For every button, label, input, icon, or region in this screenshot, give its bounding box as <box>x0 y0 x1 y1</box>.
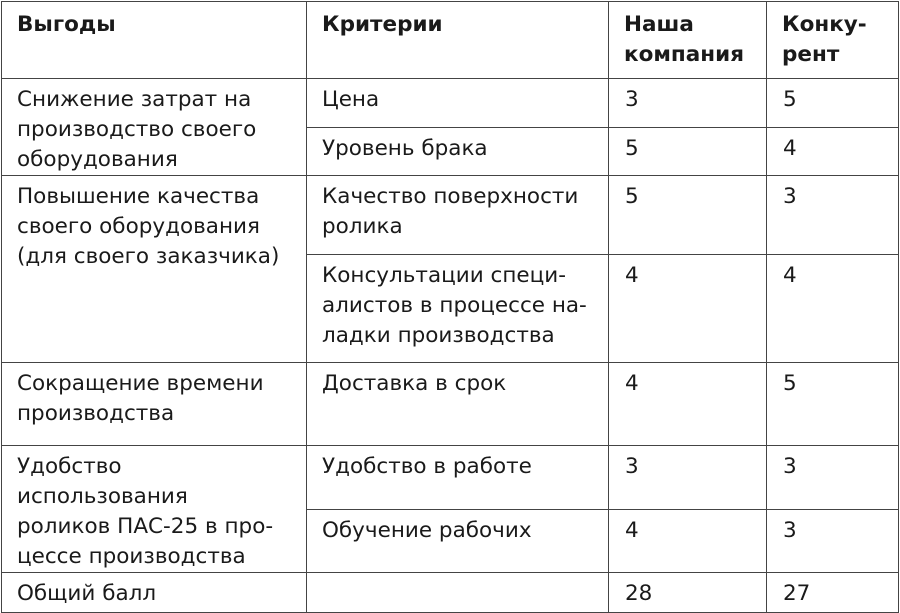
competitor-score-cell: 3 <box>767 509 899 573</box>
benefit-line: цессе производства <box>17 544 246 569</box>
header-benefits: Выгоды <box>2 2 307 79</box>
header-competitor-line1: Конку- <box>782 12 867 37</box>
benefit-line: производство своего <box>17 117 257 142</box>
benefit-cell <box>2 79 307 176</box>
table-row <box>2 446 899 510</box>
criterion-cell <box>307 509 609 573</box>
our-score-cell: 5 <box>609 176 767 255</box>
total-row <box>2 573 899 613</box>
criterion-line: Цена <box>322 87 380 112</box>
header-our-company-line1: Наша <box>624 12 694 37</box>
criterion-line: алистов в процессе на- <box>322 293 587 318</box>
benefit-line: (для своего заказчика) <box>17 244 280 269</box>
benefit-cell <box>2 446 307 573</box>
total-criteria-cell <box>307 573 609 613</box>
comparison-table <box>1 1 899 613</box>
header-our-company-line2: компания <box>624 42 745 67</box>
total-competitor-score: 27 <box>767 573 899 613</box>
benefit-line: Снижение затрат на <box>17 87 252 112</box>
criterion-line: Доставка в срок <box>322 371 507 396</box>
header-competitor-line2: рент <box>782 42 840 67</box>
competitor-score-cell: 3 <box>767 446 899 510</box>
our-score-cell: 3 <box>609 446 767 510</box>
competitor-score-cell: 5 <box>767 79 899 128</box>
criterion-cell <box>307 79 609 128</box>
header-our-company <box>609 2 767 79</box>
criterion-cell <box>307 446 609 510</box>
benefit-line: Повышение качества <box>17 184 260 209</box>
benefit-line: оборудования <box>17 147 178 172</box>
competitor-score-cell: 4 <box>767 255 899 363</box>
table-row <box>2 176 899 255</box>
our-score-cell: 4 <box>609 509 767 573</box>
benefit-line: Удобство использования <box>17 454 188 509</box>
criterion-line: Консультации специ- <box>322 263 567 288</box>
table-row <box>2 363 899 446</box>
criterion-cell <box>307 255 609 363</box>
criterion-cell <box>307 176 609 255</box>
our-score-cell: 3 <box>609 79 767 128</box>
total-our-score: 28 <box>609 573 767 613</box>
table-row <box>2 79 899 128</box>
criterion-line: ролика <box>322 214 403 239</box>
criterion-line: Обучение рабочих <box>322 517 532 543</box>
criterion-line: Качество поверхности <box>322 184 579 209</box>
competitor-score-cell: 4 <box>767 127 899 176</box>
benefit-line: своего оборудования <box>17 214 260 239</box>
header-row <box>2 2 899 79</box>
benefit-line: роликов ПАС-25 в про- <box>17 514 274 539</box>
criterion-cell <box>307 127 609 176</box>
header-competitor <box>767 2 899 79</box>
benefit-cell <box>2 363 307 446</box>
our-score-cell: 4 <box>609 255 767 363</box>
competitor-score-cell: 5 <box>767 363 899 446</box>
competitor-score-cell: 3 <box>767 176 899 255</box>
our-score-cell: 4 <box>609 363 767 446</box>
our-score-cell: 5 <box>609 127 767 176</box>
benefit-cell <box>2 176 307 363</box>
benefit-line: Сокращение времени <box>17 371 264 396</box>
criterion-line: Удобство в работе <box>322 454 532 479</box>
criterion-line: Уровень брака <box>322 135 488 161</box>
header-criteria: Критерии <box>307 2 609 79</box>
benefit-line: производства <box>17 401 175 426</box>
total-label: Общий балл <box>2 573 307 613</box>
criterion-line: ладки производства <box>322 323 555 348</box>
criterion-cell <box>307 363 609 446</box>
